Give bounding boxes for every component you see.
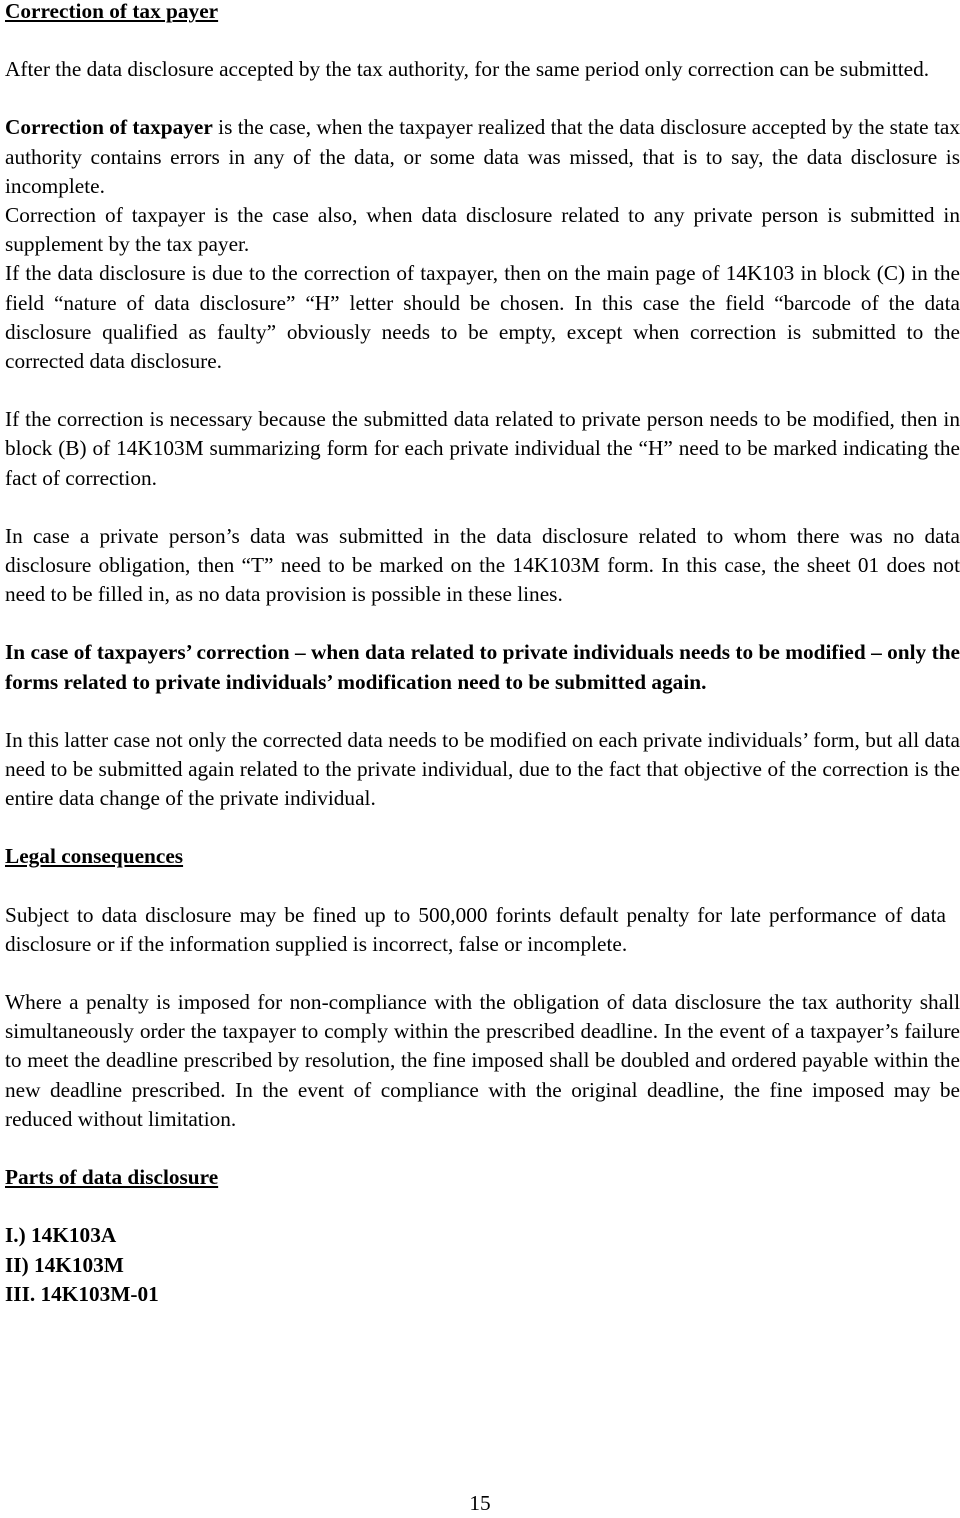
paragraph-subject-to-fine: Subject to data disclosure may be fined up to 500,000 forints default penalty for late performance of data disclosure or if the information supplied is incorrect, false or incomplete. [5, 902, 946, 956]
heading-legal-consequences: Legal consequences [5, 844, 184, 869]
paragraph-taxpayers-correction-bold: In case of taxpayers’ correction – when data related to private individuals needs to be modified – only the forms related to private individuals’ modification need to be submitted again. [5, 640, 960, 694]
document-page [5, 0, 960, 1309]
parts-list-item: I.) 14K103A [5, 1223, 117, 1248]
paragraph-correction-also: Correction of taxpayer is the case also, when data disclosure related to any private person is submitted in supplement by the tax payer. [5, 203, 960, 257]
paragraph-in-case-private-person: In case a private person’s data was submitted in the data disclosure related to whom there was no data disclosure obligation, then “T” need to be marked on the 14K103M form. In this case, the sheet 01 does not need to be filled in, as no data provision is possible in these lines. [5, 523, 960, 607]
bold-term-correction-of-taxpayer: Correction of taxpayer [5, 115, 213, 140]
heading-correction-of-tax-payer: Correction of tax payer [5, 0, 219, 23]
paragraph-correction-rest: is the case, when the taxpayer realized that the data disclosure accepted by the state tax authority contains errors in any of the data, or some data was missed, that is to say, the data disclosure is incomplete. [5, 115, 960, 198]
paragraph-penalty: Where a penalty is imposed for non-compliance with the obligation of data disclosure the tax authority shall simultaneously order the taxpayer to comply within the prescribed deadline. In the event of a taxpayer’s failure to meet the deadline prescribed by resolution, the fine imposed shall be doubled and ordered payable within the new deadline prescribed. In the event of compliance with the original deadline, the fine imposed may be reduced without limitation. [5, 990, 960, 1131]
paragraph-after-disclosure: After the data disclosure accepted by the tax authority, for the same period only correction can be submitted. [5, 57, 930, 82]
paragraph-if-correction-necessary: If the correction is necessary because the submitted data related to private person needs to be modified, then in block (B) of 14K103M summarizing form for each private individual the “H” need to be marked indicating the fact of correction. [5, 407, 960, 490]
parts-list-item: II) 14K103M [5, 1252, 124, 1277]
paragraph-correction-of-taxpayer [5, 113, 960, 201]
heading-parts-of-data-disclosure: Parts of data disclosure [5, 1165, 219, 1190]
paragraph-latter-case: In this latter case not only the corrected data needs to be modified on each private individuals’ form, but all data need to be submitted again related to the private individual, due to the fact that objective of the correction is the entire data change of the private individual. [5, 727, 960, 811]
paragraph-if-due-to-correction: If the data disclosure is due to the correction of taxpayer, then on the main page of 14K103 in block (C) in the field “nature of data disclosure” “H” letter should be chosen. In this case the field “barcode of the data disclosure qualified as faulty” obviously needs to be empty, except when correction is submitted to the corrected data disclosure. [5, 261, 960, 374]
page-number: 15 [469, 1491, 491, 1515]
parts-list-item: III. 14K103M-01 [5, 1281, 159, 1306]
